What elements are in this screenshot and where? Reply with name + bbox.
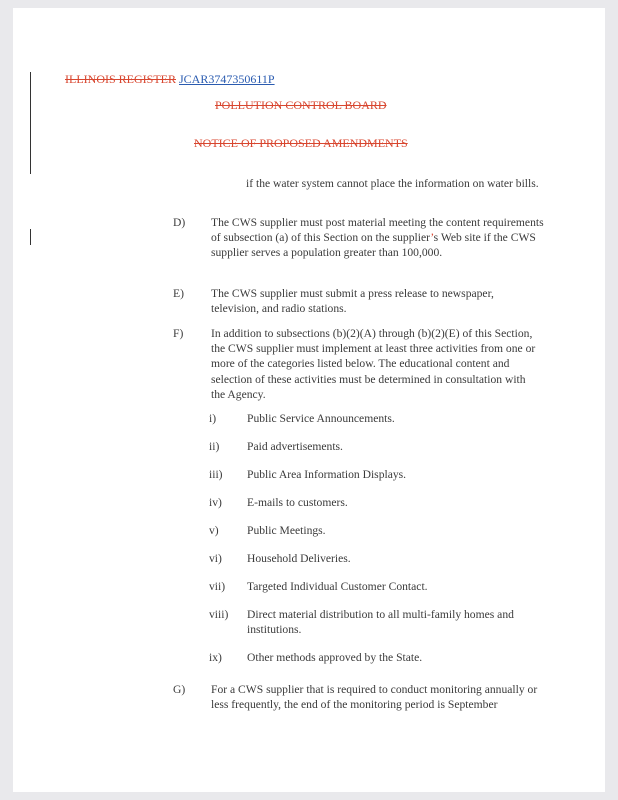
subitem-label: ii) xyxy=(209,440,220,453)
subitem-text: Public Area Information Displays. xyxy=(247,468,407,481)
subitem-text: Public Meetings. xyxy=(247,524,326,537)
subitem-text: Household Deliveries. xyxy=(247,552,351,565)
subitem-label: i) xyxy=(209,412,217,425)
subitem-label: vii) xyxy=(209,580,226,593)
subitem-label: v) xyxy=(209,524,219,537)
subitem-label: iv) xyxy=(209,496,222,509)
page-header xyxy=(65,72,275,87)
item-label-d: D) xyxy=(173,216,186,229)
item-label-g: G) xyxy=(173,683,186,696)
board-title-deleted: POLLUTION CONTROL BOARD xyxy=(215,98,387,112)
subitem-label: ix) xyxy=(209,651,222,664)
item-text-g: For a CWS supplier that is required to conduct monitoring annually or less frequently, the end of the monitoring period is September xyxy=(211,683,538,712)
subitem-label: viii) xyxy=(209,608,229,621)
subitem-label: vi) xyxy=(209,552,222,565)
notice-title-deleted: NOTICE OF PROPOSED AMENDMENTS xyxy=(194,136,408,150)
subitem-text: Targeted Individual Customer Contact. xyxy=(247,580,428,593)
jcar-id-inserted: JCAR3747350611P xyxy=(179,72,275,86)
item-text-e: The CWS supplier must submit a press release to newspaper, television, and radio stations. xyxy=(211,287,494,316)
item-text-f: In addition to subsections (b)(2)(A) through (b)(2)(E) of this Section, the CWS supplier must implement at least three activities from one or more of the categories listed below. The educational content and selection of these activities must be determined in consultation with the Agency. xyxy=(211,327,536,401)
subitem-text: Direct material distribution to all multi-family homes and institutions. xyxy=(247,608,514,637)
subitem-text: Paid advertisements. xyxy=(247,440,343,453)
document-page xyxy=(13,8,605,792)
continuation-paragraph: if the water system cannot place the information on water bills. xyxy=(246,177,539,190)
inserted-apostrophe: ’ xyxy=(430,231,434,245)
item-text-d: The CWS supplier must post material meeting the content requirements of subsection (a) of this Section on the supplier’s Web site if the CWS supplier serves a population greater than 100,000. xyxy=(211,216,544,260)
subitem-text: Other methods approved by the State. xyxy=(247,651,423,664)
item-label-f: F) xyxy=(173,327,184,340)
subitem-text: Public Service Announcements. xyxy=(247,412,395,425)
subitem-text: E-mails to customers. xyxy=(247,496,348,509)
item-label-e: E) xyxy=(173,287,184,300)
change-bar xyxy=(30,72,31,174)
subitem-label: iii) xyxy=(209,468,223,481)
register-title-deleted: ILLINOIS REGISTER xyxy=(65,72,176,86)
change-bar xyxy=(30,229,31,245)
